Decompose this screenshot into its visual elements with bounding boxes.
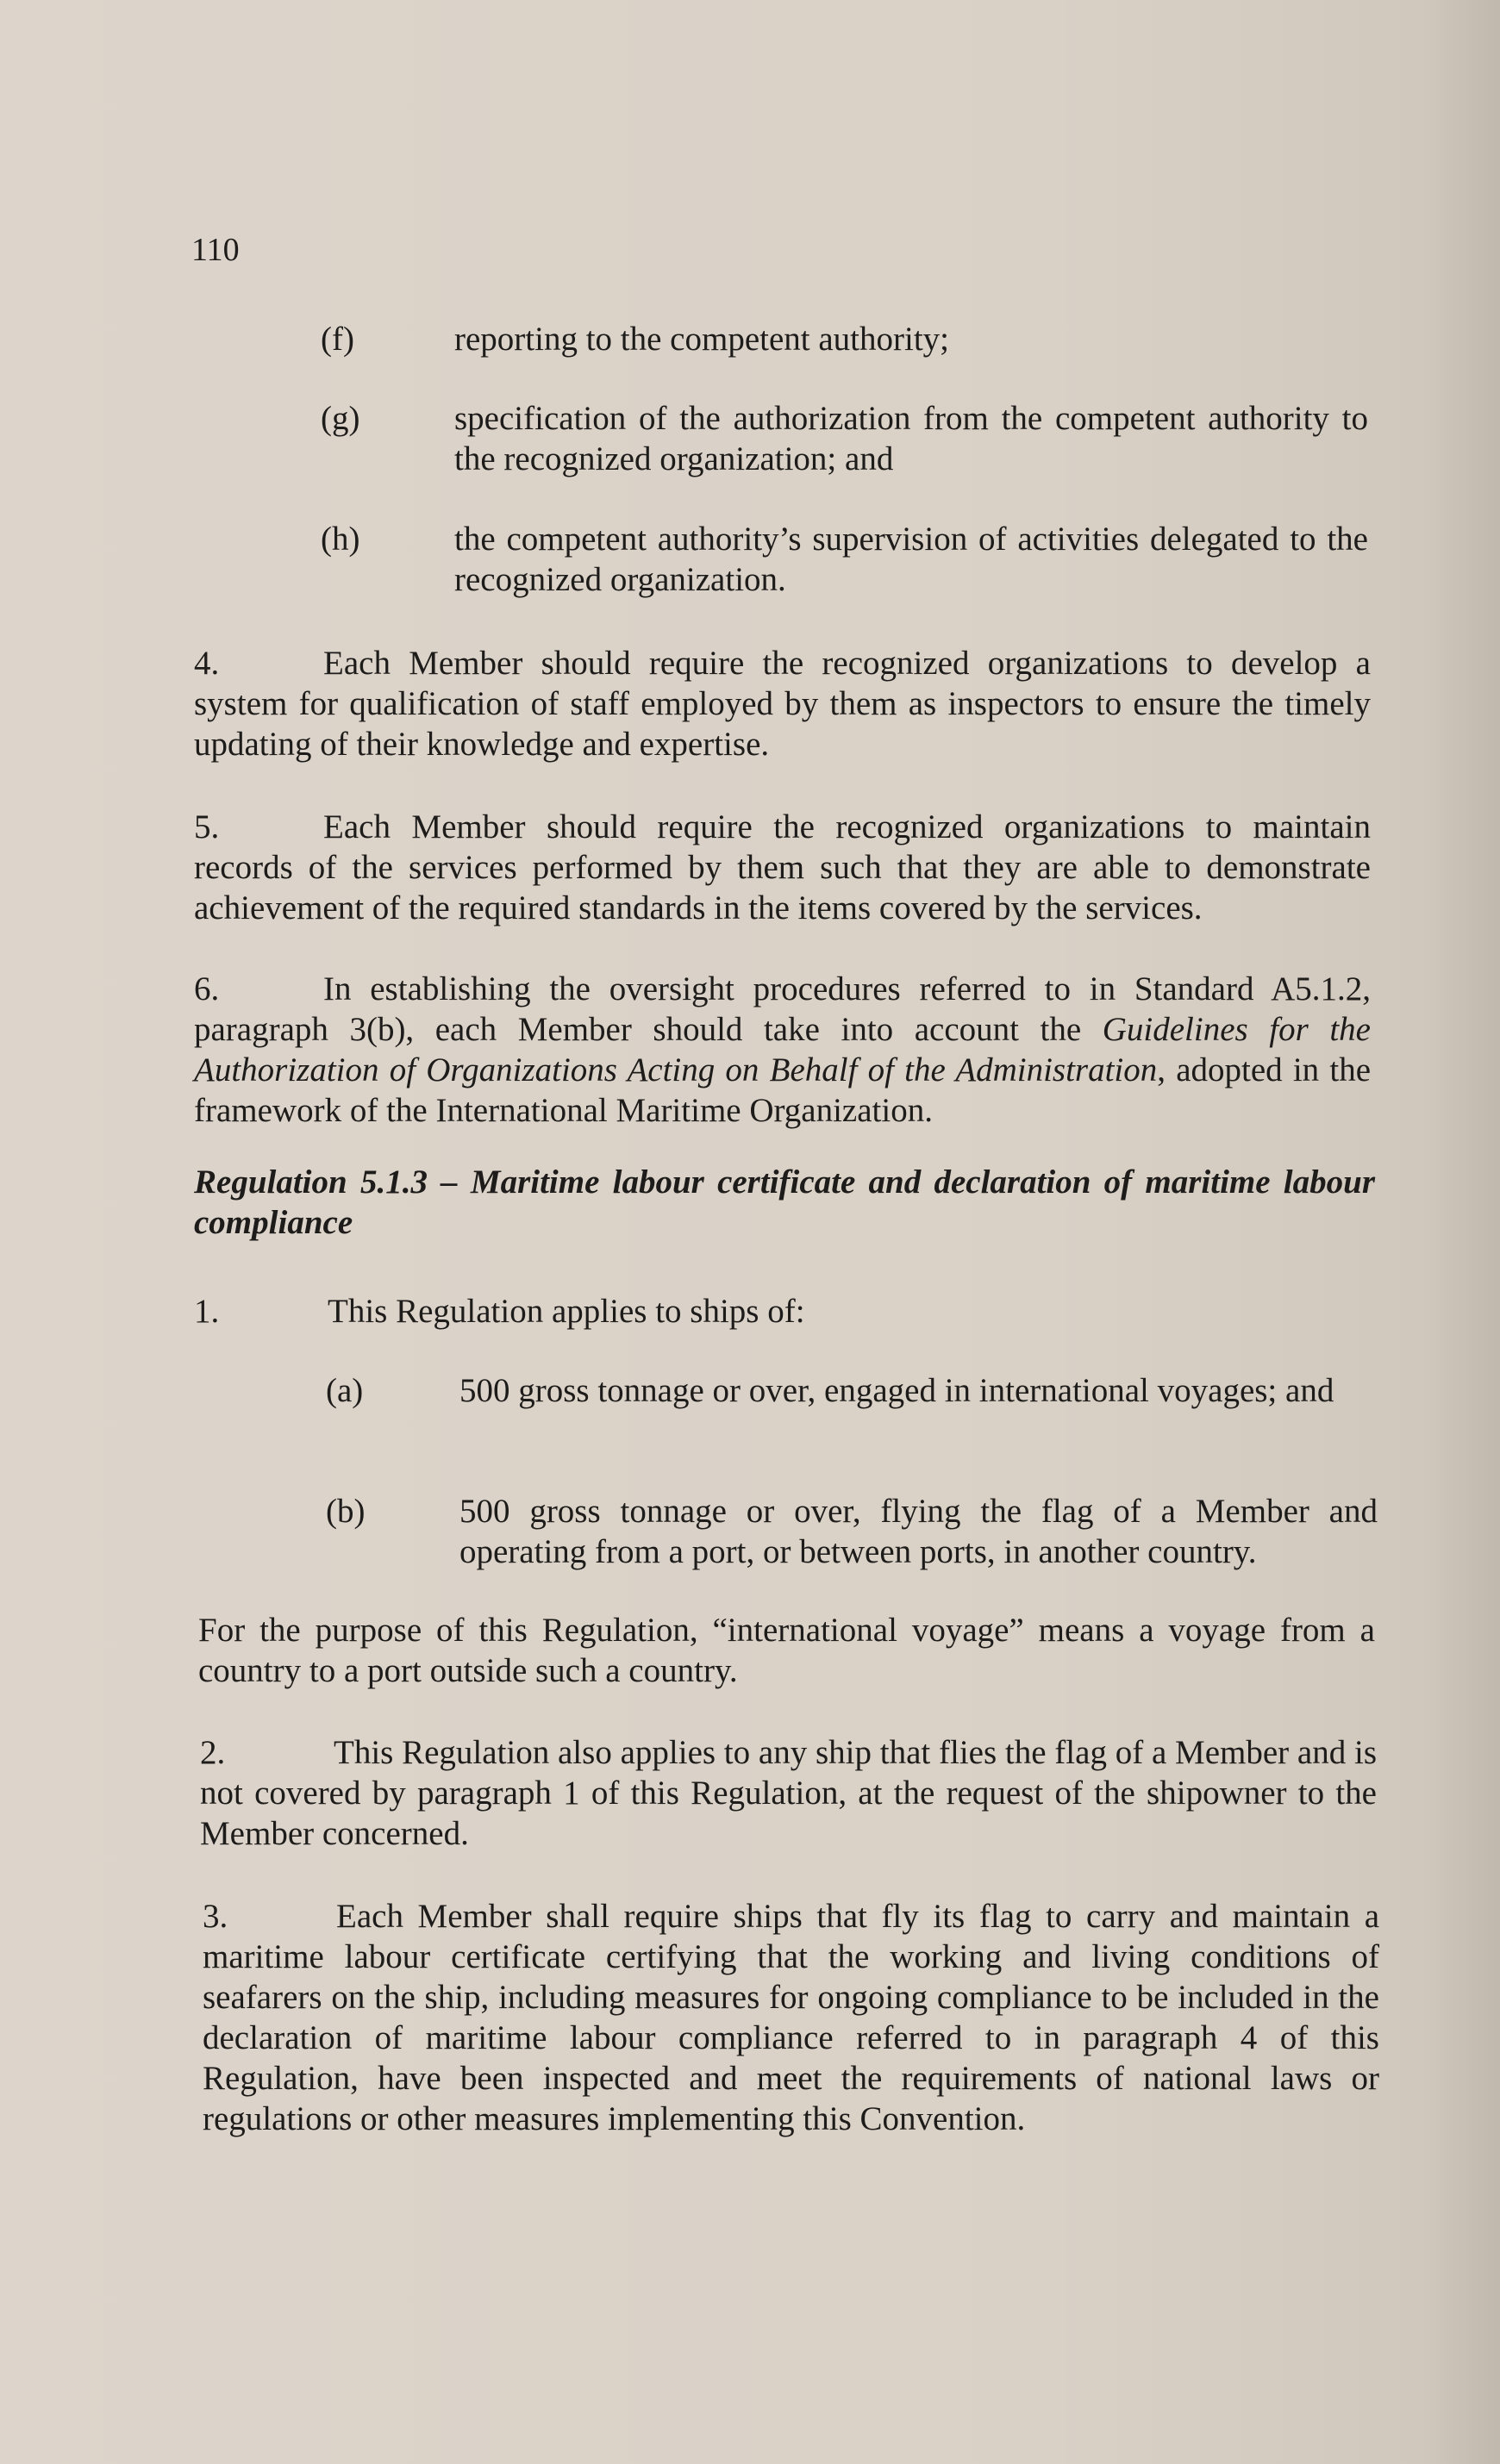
regulation-paragraph-2 [200,1732,1377,1854]
paragraph-number: 6. [194,970,220,1007]
paragraph-text: This Regulation applies to ships of: [328,1293,805,1330]
definition-paragraph: For the purpose of this Regulation, “international voyage” means a voyage from a country to a port outside such a country. [198,1612,1375,1689]
item-text: reporting to the competent authority; [454,321,950,358]
paragraph-number: 3. [203,1898,228,1935]
paragraph-number: 1. [194,1293,220,1330]
item-text: the competent authority’s supervision of activities delegated to the recognized organization. [454,521,1368,598]
item-letter: (a) [326,1372,364,1409]
item-letter: (g) [321,400,360,437]
item-text: 500 gross tonnage or over, engaged in international voyages; and [459,1372,1334,1409]
item-letter: (f) [321,321,354,358]
page-number: 110 [191,232,240,268]
regulation-paragraph-1 [194,1291,1371,1332]
paragraph-text: Each Member shall require ships that fly its flag to carry and maintain a maritime labour certificate certifying that the working and living conditions of seafarers on the ship, including measures for ongoing compliance to be included in the declaration of maritime labour compliance referred to in paragraph 4 of this Regulation, have been inspected and meet the requirements of national laws or regulations or other measures implementing this Convention. [203,1898,1379,2137]
regulation-heading: Regulation 5.1.3 – Maritime labour certificate and declaration of maritime labour compliance [194,1163,1375,1241]
paragraph-text-end: , adopted in the framework of the International Maritime Organization. [194,1051,1371,1129]
paragraph-5 [194,807,1371,928]
paragraph-number: 5. [194,808,220,845]
item-text: specification of the authorization from the competent authority to the recognized organization; and [454,400,1368,477]
paragraph-text: In establishing the oversight procedures referred to in Standard A5.1.2, paragraph 3(b), each Member should take into account the [194,970,1371,1048]
item-text: 500 gross tonnage or over, flying the flag of a Member and operating from a port, or between ports, in another country. [459,1493,1378,1570]
paragraph-text: Each Member should require the recognized organizations to develop a system for qualification of staff employed by them as inspectors to ensure the timely updating of their knowledge and expertise. [194,645,1371,763]
paragraph-number: 2. [200,1734,226,1771]
item-letter: (b) [326,1493,366,1530]
guidelines-title: Guidelines for the Authorization of Organizations Acting on Behalf of the Administration [194,1011,1371,1089]
paragraph-4 [194,643,1371,764]
item-letter: (h) [321,521,360,558]
page-edge-shadow [1422,0,1500,2464]
regulation-paragraph-3 [203,1896,1379,2139]
paragraph-6 [194,969,1371,1131]
paragraph-number: 4. [194,645,220,682]
paragraph-text: Each Member should require the recognized organizations to maintain records of the services performed by them such that they are able to demonstrate achievement of the required standards in the items covered by the services. [194,808,1371,926]
paragraph-text: This Regulation also applies to any ship that flies the flag of a Member and is not covered by paragraph 1 of this Regulation, at the request of the shipowner to the Member concerned. [200,1734,1377,1852]
